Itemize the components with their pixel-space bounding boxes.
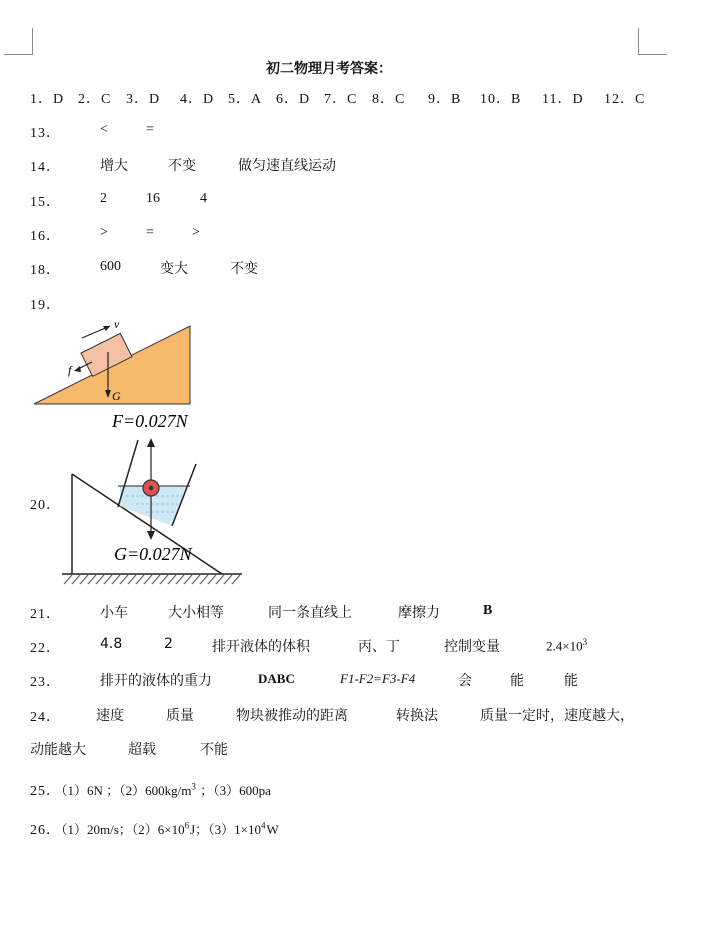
q22-answer-1: 4.8 (100, 636, 123, 652)
q23-answer-4: 能 (510, 673, 524, 689)
q14-answer-2: 不变 (168, 158, 196, 174)
q25-part-1: （1）6N ；（2）600kg/m (61, 783, 192, 798)
mc-item-7: 7．C (324, 92, 358, 107)
page-title: 初二物理月考答案： (266, 61, 392, 77)
q22-answer-5: 控制变量 (444, 639, 500, 655)
q18-answer-2: 变大 (160, 261, 188, 277)
q24-answer-1: 速度 (96, 708, 124, 724)
friction-arrowhead (74, 366, 81, 372)
q21-answer-1: 小车 (100, 605, 128, 621)
q21-answer-4: 摩擦力 (398, 605, 440, 621)
q22-answer-2: 2 (164, 636, 173, 652)
q22-answer-4: 丙、丁 (358, 639, 400, 655)
q24-answer-6: 动能越大 (30, 742, 86, 758)
mc-item-8: 8．C (372, 92, 406, 107)
q23-answer-3: 会 (458, 673, 472, 689)
q24-answer-2: 质量 (166, 708, 194, 724)
gravity-label: G (112, 389, 121, 403)
q25-part-1-exp: 3 (191, 781, 197, 792)
q25-line (30, 780, 271, 800)
q26-part-3: W (266, 822, 279, 837)
q22-answer-3: 排开液体的体积 (212, 639, 310, 655)
q24-answer-7: 超载 (128, 742, 156, 758)
q14-answer-3: 做匀速直线运动 (238, 158, 336, 174)
friction-label: f (68, 363, 72, 377)
q22-answer-6 (546, 637, 587, 654)
q24-answer-8: 不能 (200, 742, 228, 758)
q23-answer-1: 排开的液体的重力 (100, 673, 212, 689)
mc-item-6: 6．D (276, 92, 311, 107)
q18-answer-1: 600 (100, 259, 121, 274)
q23-formula: F1-F2=F3-F4 (340, 671, 416, 686)
q23-answer-2: DABC (258, 671, 295, 686)
q21-answer-3: 同一条直线上 (268, 605, 352, 621)
q16-answer-1: > (100, 225, 108, 240)
q15-number: 15． (30, 195, 61, 210)
q24-answer-5: 质量一定时，速度越大， (480, 708, 634, 724)
q21-answer-2: 大小相等 (168, 605, 224, 621)
corner-mark-left (4, 28, 33, 55)
mc-item-5: 5．A (228, 92, 263, 107)
gravity-label-20: G=0.027N (114, 544, 192, 564)
q24-number: 24． (30, 710, 61, 725)
velocity-label: v (114, 318, 120, 331)
q19-number: 19． (30, 298, 61, 313)
q23-number: 23． (30, 675, 61, 690)
q24-answer-3: 物块被推动的距离 (236, 708, 348, 724)
q25-part-2: ；（3）600pa (196, 783, 271, 798)
mc-item-10: 10．B (480, 92, 522, 107)
mc-item-4: 4．D (180, 92, 215, 107)
ground-hatching (64, 575, 240, 584)
ball-center (149, 486, 153, 490)
q26-number: 26． (30, 823, 61, 838)
q22-answer-6-exp: 3 (582, 637, 588, 647)
q20-buoyancy-diagram (60, 434, 245, 594)
q26-part-1-exp: 6 (184, 820, 191, 831)
q18-answer-3: 不变 (230, 261, 258, 277)
corner-mark-right (638, 28, 667, 55)
q13-answer-1: < (100, 122, 108, 137)
q26-part-2-exp: 4 (261, 820, 267, 831)
q14-number: 14． (30, 160, 61, 175)
q13-number: 13． (30, 126, 61, 141)
mc-item-3: 3．D (126, 92, 161, 107)
q16-number: 16． (30, 229, 61, 244)
q21-number: 21． (30, 607, 61, 622)
q22-answer-6-base: 2.4×10 (546, 638, 583, 654)
force-label: F=0.027N (112, 411, 188, 431)
q16-answer-2: = (146, 225, 154, 240)
buoyancy-arrowhead (147, 438, 155, 447)
q24-answer-4: 转换法 (396, 708, 438, 724)
q14-answer-1: 增大 (100, 158, 128, 174)
mc-item-2: 2．C (78, 92, 112, 107)
mc-item-1: 1．D (30, 92, 65, 107)
q15-answer-2: 16 (146, 191, 160, 206)
q26-line (30, 819, 279, 839)
mc-item-12: 12．C (604, 92, 646, 107)
mc-item-11: 11．D (542, 92, 584, 107)
q26-part-2: J；（3）1×10 (190, 822, 262, 837)
q25-number: 25． (30, 784, 61, 799)
q18-number: 18． (30, 263, 61, 278)
mc-item-9: 9．B (428, 92, 462, 107)
q21-answer-5: B (483, 603, 493, 618)
q13-answer-2: = (146, 122, 154, 137)
q23-answer-5: 能 (564, 673, 578, 689)
q20-number: 20． (30, 498, 61, 513)
q16-answer-3: > (192, 225, 200, 240)
q15-answer-3: 4 (200, 191, 207, 206)
q22-number: 22． (30, 641, 61, 656)
q26-part-1: （1）20m/s；（2）6×10 (61, 822, 185, 837)
q19-incline-diagram (30, 318, 230, 433)
q15-answer-1: 2 (100, 191, 107, 206)
gravity-arrowhead-20 (147, 531, 155, 540)
